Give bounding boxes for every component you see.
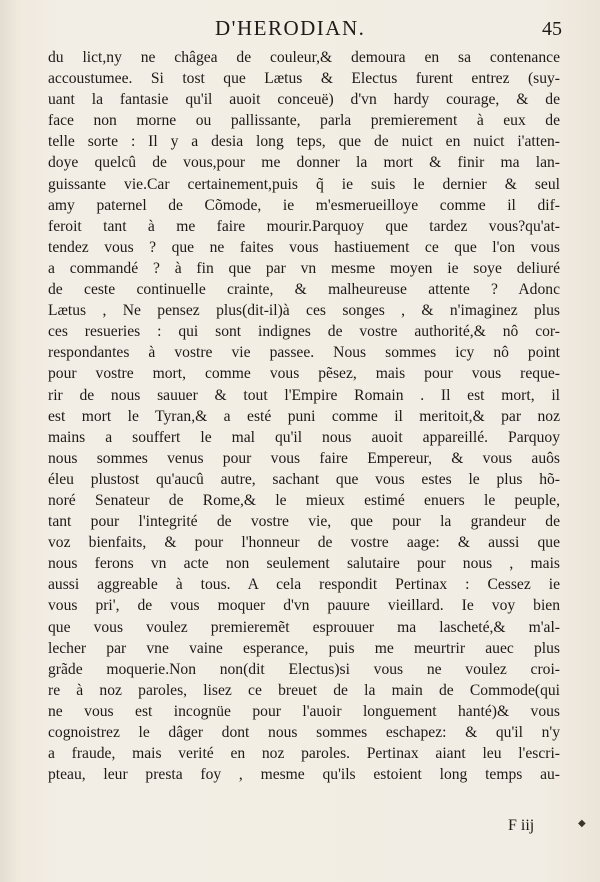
text-line: lecher par vne vaine esperance, puis me meurtrir auec plus bbox=[48, 639, 560, 657]
text-line: rir de nous sauuer & tout l'Empire Romain . Il est mort, il bbox=[48, 386, 560, 404]
text-line: accoustumee. Si tost que Lætus & Electus furent entrez (suy- bbox=[48, 70, 560, 88]
page-number: 45 bbox=[542, 18, 562, 40]
text-line: a commandé ? à fin que par vn mesme moyen ie soye deliuré bbox=[48, 259, 560, 277]
text-line: tant pour l'integrité de vostre vie, que pour la grandeur de bbox=[48, 513, 560, 531]
text-line: guissante vie.Car certainement,puis q̃ ie suis le dernier & seul bbox=[48, 175, 560, 193]
text-line: voz bienfaits, & pour l'honneur de vostre aage: & aussi que bbox=[48, 534, 560, 552]
text-line: est mort le Tyran,& a esté puni comme il meritoit,& par noz bbox=[48, 407, 560, 425]
text-line: de ceste continuelle crainte, & malheureuse attente ? Adonc bbox=[48, 281, 560, 299]
running-head: D'HERODIAN. bbox=[215, 16, 366, 40]
text-line: uant la fantasie qu'il auoit conceuë) d'vn hardy courage, & de bbox=[48, 91, 560, 109]
text-line: pteau, leur presta foy , mesme qu'ils estoient long temps au- bbox=[48, 766, 560, 784]
text-line: tendez vous ? que ne faites vous hastiuement ce que l'on vous bbox=[48, 238, 560, 256]
text-line: vous pri', de vous moquer d'vn pauure vieillard. Ie voy bien bbox=[48, 597, 560, 615]
text-line: ne vous est incognüe pour l'auoir longuement hanté)& vous bbox=[48, 702, 560, 720]
text-line: du lict,ny ne châgea de couleur,& demoura en sa contenance bbox=[48, 49, 560, 66]
text-line: aussi aggreable à tous. A cela respondit Pertinax : Cessez ie bbox=[48, 576, 560, 594]
text-line: amy paternel de Cõmode, ie m'esmerueilloye comme il dif- bbox=[48, 196, 560, 214]
text-line: Lætus , Ne pensez plus(dit-il)à ces songes , & n'imaginez plus bbox=[48, 302, 560, 320]
text-line: a fraude, mais verité en noz paroles. Pertinax aiant leu l'escri- bbox=[48, 745, 560, 763]
text-line: noré Senateur de Rome,& le mieux estimé enuers le peuple, bbox=[48, 491, 560, 509]
text-line: éleu plustost qu'aucû autre, sachant que vous estes le plus hõ- bbox=[48, 470, 560, 488]
text-line: nous sommes venus pour vous faire Empereur, & vous auôs bbox=[48, 449, 560, 467]
margin-mark-icon: ◆ bbox=[578, 818, 586, 829]
body-text bbox=[48, 47, 560, 785]
text-line: re à noz paroles, lisez ce breuet de la main de Commode(qui bbox=[48, 681, 560, 699]
text-line: feroit tant à me faire mourir.Parquoy que tardez vous?qu'at- bbox=[48, 217, 560, 235]
text-line: que vous voulez premieremẽt esprouuer ma lascheté,& m'al- bbox=[48, 618, 560, 636]
signature-mark: F iij bbox=[508, 817, 535, 834]
text-line: ces resueries : qui sont indignes de vostre authorité,& nô cor- bbox=[48, 323, 560, 341]
text-line: pour vostre mort, comme vous pẽsez, mais pour vous reque- bbox=[48, 365, 560, 383]
text-line: respondantes à vostre vie passee. Nous sommes icy nô point bbox=[48, 344, 560, 362]
text-line: mains a souffert le mal qu'il nous auoit appareillé. Parquoy bbox=[48, 428, 560, 446]
text-line: grãde moquerie.Non non(dit Electus)si vous ne voulez croi- bbox=[48, 660, 560, 678]
text-line: telle sorte : Il y a desia long teps, que de nuict en nuict i'atten- bbox=[48, 133, 560, 151]
text-line: face non morne ou pallissante, parla premierement à eux de bbox=[48, 112, 560, 130]
text-line: doye quelcû de vous,pour me donner la mort & finir ma lan- bbox=[48, 154, 560, 172]
text-line: nous ferons vn acte non seulement salutaire pour nous , mais bbox=[48, 555, 560, 573]
text-line: cognoistrez le dâger dont nous sommes eschapez: & qu'il n'y bbox=[48, 724, 560, 741]
